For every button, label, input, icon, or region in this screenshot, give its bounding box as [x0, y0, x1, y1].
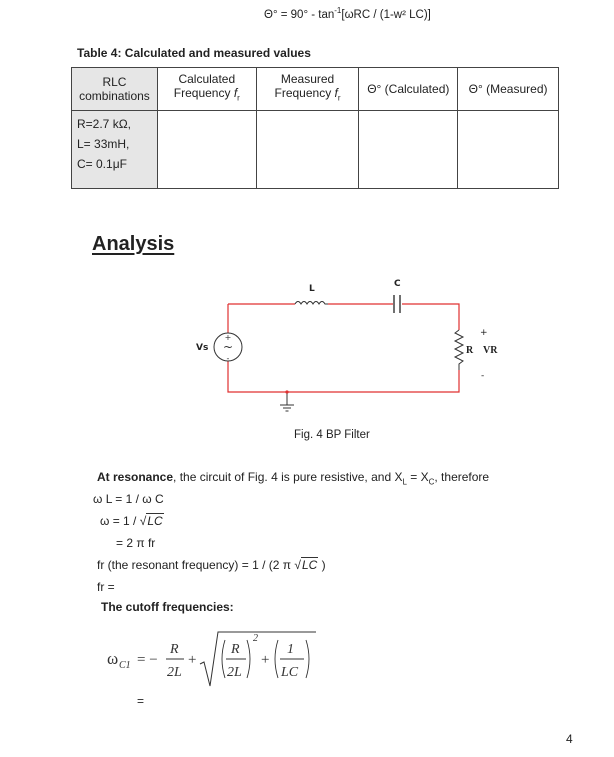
equation-3: = 2 π fr	[116, 536, 156, 550]
paren-left-2	[275, 640, 278, 678]
phase-formula-suffix: [ωRC / (1-w² LC)]	[341, 8, 431, 21]
cell-calculated-frequency[interactable]	[157, 111, 256, 189]
equation-2-sqrt: LC	[147, 514, 163, 528]
sqrt-icon: √	[294, 558, 301, 572]
wire-bottom	[228, 360, 459, 392]
resonance-paragraph	[97, 470, 489, 486]
wire-top-right	[402, 304, 459, 330]
cell-theta-calculated[interactable]	[359, 111, 458, 189]
label-l: L	[309, 284, 315, 294]
omega-symbol: ω	[107, 649, 119, 668]
resonance-text-3: , therefore	[434, 470, 490, 484]
ground-icon	[280, 392, 294, 411]
paren-left-1	[222, 640, 225, 678]
equation-final: =	[137, 694, 145, 708]
cutoff-heading: The cutoff frequencies:	[101, 600, 234, 614]
phase-formula-prefix: Θ° = 90° - tan	[264, 8, 335, 21]
circuit-wires	[228, 304, 459, 392]
frac1-numerator: R	[170, 642, 179, 657]
source-minus: -	[226, 354, 230, 363]
equals-minus: = −	[137, 652, 158, 668]
header-theta-calculated: Θ° (Calculated)	[359, 68, 458, 111]
table-header-row	[72, 68, 559, 111]
resonance-text-2: = X	[406, 470, 429, 484]
label-vr: VR	[483, 345, 498, 356]
bp-filter-circuit	[180, 275, 520, 415]
cell-rlc-values	[72, 111, 158, 189]
cell-l-value: L= 33mH,	[77, 137, 130, 151]
paren-right-2	[306, 640, 309, 678]
resonance-text-1: , the circuit of Fig. 4 is pure resistive, and X	[173, 470, 403, 484]
header-calculated-frequency	[157, 68, 256, 111]
phase-formula	[264, 6, 431, 21]
equation-2	[100, 514, 164, 528]
header-calc-symbol: f	[233, 86, 238, 101]
header-meas-sub: r	[337, 93, 341, 103]
paren-right-1	[247, 640, 250, 678]
equation-4-sqrt: LC	[301, 558, 318, 572]
label-c: C	[394, 279, 401, 289]
header-meas-line1: Measured	[280, 72, 335, 87]
equation-4-prefix: fr (the resonant frequency) = 1 / (2 π	[97, 558, 295, 572]
header-calc-line1: Calculated	[178, 72, 236, 87]
inductor-symbol	[295, 302, 328, 305]
equation-5: fr =	[97, 580, 115, 594]
frac3-denominator: LC	[281, 665, 299, 680]
equation-4	[97, 558, 326, 572]
header-calc-line2: Frequency	[173, 86, 231, 101]
figure-caption: Fig. 4 BP Filter	[294, 429, 370, 441]
equation-2-prefix: ω = 1 /	[100, 514, 140, 528]
cell-c-value: C= 0.1μF	[77, 157, 127, 171]
frac3-numerator: 1	[287, 642, 294, 657]
cell-r-value: R=2.7 kΩ,	[77, 117, 131, 131]
resonance-sub-l: L	[402, 477, 407, 487]
header-meas-line2: Frequency	[274, 86, 332, 101]
equation-4-suffix: )	[318, 558, 326, 572]
frac2-denominator: 2L	[227, 665, 242, 680]
values-table	[71, 67, 559, 189]
plus-sign-1: +	[188, 652, 197, 668]
omega-subscript: C1	[119, 660, 131, 671]
sqrt-icon: √	[139, 514, 147, 528]
resistor-symbol	[455, 330, 463, 370]
analysis-heading: Analysis	[92, 233, 175, 255]
source-tilde: ~	[222, 340, 234, 354]
header-rlc	[72, 68, 158, 111]
resonance-sub-c: C	[428, 477, 435, 487]
header-rlc-line1: RLC	[102, 75, 127, 89]
header-theta-measured: Θ° (Measured)	[458, 68, 559, 111]
equation-1: ω L = 1 / ω C	[93, 492, 164, 506]
resonance-bold: At resonance	[97, 470, 174, 484]
cutoff-formula	[104, 626, 344, 690]
page-number: 4	[566, 732, 573, 746]
table-caption: Table 4: Calculated and measured values	[77, 46, 311, 60]
frac1-denominator: 2L	[167, 665, 182, 680]
label-vr-plus: +	[480, 328, 488, 338]
frac2-numerator: R	[231, 642, 240, 657]
table-row	[72, 111, 559, 189]
label-vs: Vs	[196, 343, 209, 353]
header-rlc-line2: combinations	[79, 89, 150, 103]
phase-formula-superscript: -1	[334, 6, 342, 15]
source-plus: +	[224, 333, 232, 342]
header-measured-frequency	[256, 68, 359, 111]
ground-junction-dot	[285, 390, 288, 393]
cell-measured-frequency[interactable]	[256, 111, 359, 189]
header-meas-symbol: f	[334, 86, 338, 101]
cell-theta-measured[interactable]	[458, 111, 559, 189]
plus-sign-2: +	[261, 652, 270, 668]
label-vr-minus: -	[481, 371, 485, 381]
square-exponent: 2	[253, 633, 258, 644]
label-r: R	[466, 345, 474, 356]
header-calc-sub: r	[237, 93, 240, 103]
